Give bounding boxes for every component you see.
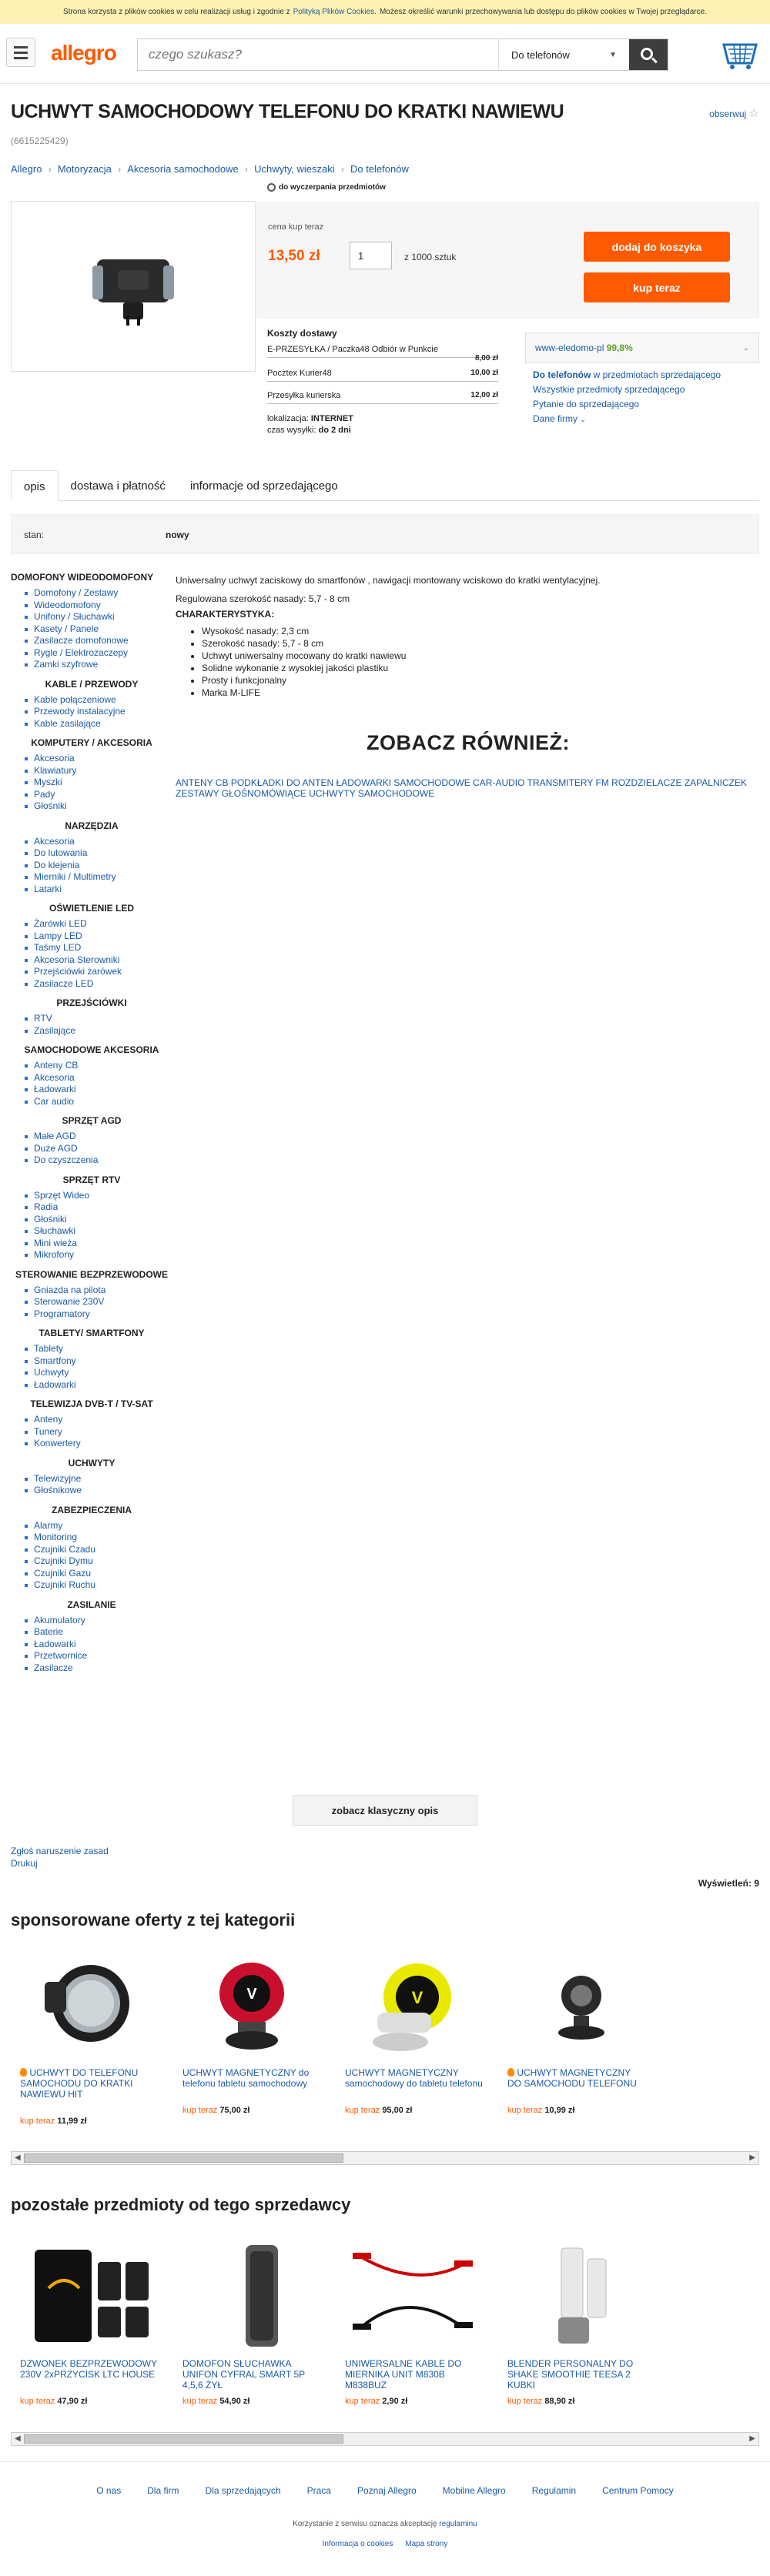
menu-item[interactable]: Żarówki LED — [25, 918, 172, 931]
menu-group-list — [25, 753, 172, 813]
description-intro: Uniwersalny uchwyt zaciskowy do smartfonów , nawigacji montowany wciskowo do kratki wentylacyjnej. — [176, 575, 601, 586]
menu-item[interactable]: Pady — [25, 789, 172, 801]
tab-seller-info[interactable]: informacje od sprzedającego — [189, 479, 338, 493]
menu-item[interactable]: Do czyszczenia — [25, 1154, 172, 1167]
menu-group-title: SPRZĘT AGD — [62, 1115, 122, 1126]
offer-price — [507, 2106, 574, 2115]
shipping-row — [267, 369, 498, 382]
see-also-link[interactable]: PODKŁADKI DO ANTEN — [230, 777, 334, 788]
footer-link[interactable]: Dla firm — [147, 2485, 179, 2496]
description-heading: CHARAKTERYSTYKA: — [176, 609, 275, 620]
location — [267, 413, 498, 425]
description — [176, 574, 761, 699]
category-select[interactable] — [498, 39, 629, 70]
offer-price — [20, 2397, 87, 2406]
seller-category-link-rest[interactable]: w przedmiotach sprzedającego — [593, 369, 721, 380]
offer-image — [173, 1947, 326, 2063]
breadcrumb-item[interactable]: Akcesoria samochodowe — [127, 163, 239, 175]
menu-item[interactable]: Czujniki Czadu — [25, 1544, 172, 1556]
item-id: (6615225429) — [11, 135, 69, 146]
offer-price-label: kup teraz — [20, 2117, 55, 2126]
observe-link[interactable] — [709, 106, 759, 120]
menu-item[interactable]: Telewizyjne — [25, 1473, 172, 1485]
company-data-link[interactable]: Dane firmy — [533, 413, 578, 424]
svg-text:V: V — [246, 1986, 257, 2003]
offer-image — [336, 2238, 488, 2354]
menu-group-list — [25, 1060, 172, 1108]
feature-item: • Solidne wykonanie z wysokiej jakości plastiku — [202, 662, 761, 674]
footer-link[interactable]: Regulamin — [531, 2485, 577, 2496]
menu-item[interactable]: Akcesoria — [25, 753, 172, 765]
menu-item[interactable]: Tunery — [25, 1426, 172, 1438]
terms-link[interactable]: regulaminu — [439, 2520, 477, 2528]
offer-image — [498, 1947, 651, 2063]
price: 13,50 zł — [268, 248, 320, 264]
menu-item[interactable]: Akcesoria Sterowniki — [25, 954, 172, 967]
sponsored-scrollbar[interactable] — [11, 2151, 759, 2165]
footer-links-secondary — [0, 2540, 770, 2548]
sitemap-link[interactable]: Mapa strony — [405, 2540, 448, 2548]
offer-price-value: 88,90 zł — [544, 2397, 575, 2406]
footer-link[interactable]: Dla sprzedających — [205, 2485, 281, 2496]
allegro-logo[interactable]: allegro — [51, 41, 116, 65]
cookie-bar — [0, 0, 770, 24]
menu-item[interactable]: Przewody instalacyjne — [25, 706, 172, 718]
menu-item[interactable]: Kable zasilające — [25, 718, 172, 730]
menu-item[interactable]: Mierniki / Multimetry — [25, 871, 172, 884]
dispatch-label: czas wysyłki: — [267, 426, 316, 435]
breadcrumb-item[interactable]: Allegro — [11, 163, 42, 175]
seller-all-items-link[interactable]: Wszystkie przedmioty sprzedającego — [533, 384, 685, 395]
menu-item[interactable]: Gniazda na pilota — [25, 1285, 172, 1297]
menu-item[interactable]: Kasety / Panele — [25, 623, 172, 636]
menu-item[interactable]: Lampy LED — [25, 931, 172, 943]
search-icon — [641, 48, 653, 60]
shipping-name: E-PRZESYŁKA / Paczka48 Odbiór w Punkcie — [267, 345, 438, 354]
offer-title: UCHWYT SAMOCHODOWY TELEFONU DO KRATKI NAWIEWU — [11, 101, 564, 122]
offer-image — [11, 1947, 163, 2063]
scroll-left-icon[interactable]: ◀ — [15, 2153, 21, 2162]
price-label: cena kup teraz — [268, 222, 324, 232]
offer-price-value: 47,90 zł — [57, 2397, 88, 2406]
see-also-link[interactable]: CAR-AUDIO — [473, 777, 525, 788]
offer-price — [20, 2117, 87, 2126]
offer-price-label: kup teraz — [507, 2106, 543, 2115]
offer-price-label: kup teraz — [182, 2397, 218, 2406]
seller-category-menu — [11, 572, 172, 1674]
shipping-price: 8,00 zł — [474, 354, 498, 363]
menu-group-list — [25, 1285, 172, 1321]
offer-price-value: 95,00 zł — [382, 2106, 413, 2115]
location-value: INTERNET — [310, 414, 353, 423]
menu-item[interactable]: Rygle / Elektrozaczepy — [25, 647, 172, 660]
see-also-link[interactable]: ŁADOWARKI SAMOCHODOWE — [336, 777, 470, 788]
footer-links — [0, 2485, 770, 2496]
shipping-row — [267, 391, 498, 404]
menu-item[interactable]: Sprzęt Wideo — [25, 1190, 172, 1202]
svg-text:V: V — [411, 1988, 424, 2007]
breadcrumb-item[interactable]: Do telefonów — [350, 163, 409, 175]
offer-price-label: kup teraz — [182, 2106, 218, 2115]
menu-item[interactable]: Tablety — [25, 1343, 172, 1355]
report-violation-link[interactable]: Zgłoś naruszenie zasad — [11, 1846, 109, 1856]
offer-name: UCHWYT MAGNETYCZNY do telefonu tabletu samochodowy — [182, 2067, 310, 2089]
menu-item[interactable]: Przetwornice — [25, 1650, 172, 1662]
see-also-link[interactable]: UCHWYTY SAMOCHODOWE — [309, 788, 435, 799]
seller-links — [533, 368, 721, 427]
menu-group-list — [25, 1190, 172, 1261]
see-also-heading: ZOBACZ RÓWNIEŻ: — [367, 731, 570, 754]
see-also-link[interactable]: ANTENY CB — [176, 777, 229, 788]
scrollbar-thumb[interactable] — [24, 2434, 343, 2444]
scrollbar-thumb[interactable] — [24, 2153, 343, 2163]
classic-description-button[interactable]: zobacz klasyczny opis — [293, 1795, 477, 1826]
feature-item: • Marka M-LIFE — [202, 687, 761, 699]
search-bar — [137, 38, 668, 71]
menu-item[interactable]: Alarmy — [25, 1520, 172, 1532]
description-width: Regulowana szerokość nasady: 5,7 - 8 cm — [176, 593, 350, 604]
breadcrumb-item[interactable]: Uchwyty, wieszaki — [254, 163, 335, 175]
feature-list — [202, 625, 761, 699]
feature-item: • Uchwyt uniwersalny mocowany do kratki nawiewu — [202, 650, 761, 662]
menu-group-title: KOMPUTERY / AKCESORIA — [31, 737, 152, 748]
search-button[interactable] — [629, 39, 668, 70]
menu-item[interactable]: Myszki — [25, 777, 172, 789]
offer-name — [20, 2067, 159, 2100]
other-items-title: pozostałe przedmioty od tego sprzedawcy — [11, 2195, 351, 2214]
menu-item[interactable]: Zasilacze — [25, 1662, 172, 1675]
offer-price-value: 54,90 zł — [219, 2397, 250, 2406]
menu-item[interactable]: Czujniki Gazu — [25, 1568, 172, 1580]
menu-item[interactable]: Czujniki Dymu — [25, 1555, 172, 1568]
menu-item[interactable]: Klawiatury — [25, 765, 172, 777]
menu-item[interactable]: Do lutowania — [25, 847, 172, 860]
dispatch-value: do 2 dni — [318, 426, 351, 435]
offer-image — [336, 1947, 488, 2063]
menu-item[interactable]: Słuchawki — [25, 1225, 172, 1238]
chevron-down-icon: ▼ — [609, 50, 617, 59]
menu-item[interactable]: Głośniki — [25, 800, 172, 813]
menu-item[interactable]: Radia — [25, 1201, 172, 1214]
chevron-down-icon: ⌄ — [742, 343, 749, 352]
menu-item[interactable]: Konwertery — [25, 1438, 172, 1450]
breadcrumb — [11, 163, 409, 175]
menu-group-list — [25, 1520, 172, 1592]
menu-item[interactable]: Kable połączeniowe — [25, 694, 172, 707]
shipping-price: 12,00 zł — [470, 391, 498, 399]
menu-item[interactable]: Akcesoria — [25, 836, 172, 848]
offer-name-text: UCHWYT MAGNETYCZNY DO SAMOCHODU TELEFONU — [507, 2067, 637, 2089]
parameters — [11, 514, 759, 554]
menu-item[interactable]: Małe AGD — [25, 1131, 172, 1143]
offer-image — [173, 2238, 326, 2354]
offer-image — [11, 2238, 163, 2354]
menu-item[interactable]: Domofony / Zestawy — [25, 587, 172, 600]
scroll-right-icon[interactable]: ▶ — [749, 2153, 755, 2162]
breadcrumb-separator: › — [340, 163, 344, 175]
menu-group-title: NARZĘDZIA — [65, 820, 119, 831]
menu-item[interactable]: Głośniki — [25, 1214, 172, 1226]
menu-group-title: SAMOCHODOWE AKCESORIA — [24, 1044, 159, 1055]
location-label: lokalizacja: — [267, 414, 309, 423]
menu-group-list — [25, 1131, 172, 1167]
offer-price — [345, 2106, 412, 2115]
offer-price-label: kup teraz — [20, 2397, 55, 2406]
dispatch-time — [267, 425, 498, 436]
menu-item[interactable]: Akcesoria — [25, 1072, 172, 1084]
shipping-name: Przesyłka kurierska — [267, 391, 341, 400]
see-also-link[interactable]: ROZDZIELACZE ZAPALNICZEK — [611, 777, 747, 788]
offer-price — [507, 2397, 574, 2406]
param-key: stan: — [24, 530, 45, 540]
buy-now-button[interactable]: kup teraz — [584, 272, 730, 302]
scroll-right-icon[interactable]: ▶ — [749, 2434, 755, 2443]
report-links — [11, 1845, 109, 1869]
menu-item[interactable]: Baterie — [25, 1626, 172, 1639]
menu-item[interactable]: Smartfony — [25, 1355, 172, 1368]
menu-item[interactable]: Zasilające — [25, 1025, 172, 1037]
observe-label: obserwuj — [709, 109, 747, 119]
category-select-value: Do telefonów — [511, 48, 570, 61]
menu-group-title: DOMOFONY WIDEODOMOFONY — [11, 572, 154, 583]
offer-price-value: 10,99 zł — [544, 2106, 575, 2115]
feature-item: • Prosty i funkcjonalny — [202, 674, 761, 687]
menu-group-title: STEROWANIE BEZPRZEWODOWE — [15, 1268, 168, 1280]
menu-item[interactable]: Uchwyty — [25, 1367, 172, 1379]
menu-item[interactable]: Programatory — [25, 1308, 172, 1321]
menu-item[interactable]: Anteny — [25, 1414, 172, 1426]
seller-name[interactable]: www-eledomo-pl — [535, 342, 604, 353]
tab-description[interactable]: opis — [11, 470, 59, 501]
offer-price — [182, 2397, 249, 2406]
chevron-down-icon: ⌄ — [580, 416, 586, 423]
breadcrumb-separator: › — [117, 163, 122, 175]
footer-link[interactable]: Centrum Pomocy — [602, 2485, 674, 2496]
cookie-text-before: Strona korzysta z plików cookies w celu realizacji usług i zgodnie z — [63, 8, 290, 16]
menu-item[interactable]: Duże AGD — [25, 1143, 172, 1155]
menu-item[interactable]: RTV — [25, 1013, 172, 1025]
shipping-name: Pocztex Kurier48 — [267, 369, 332, 378]
menu-item[interactable]: Akumulatory — [25, 1615, 172, 1627]
menu-item[interactable]: Ładowarki — [25, 1084, 172, 1096]
menu-item[interactable]: Wideodomofony — [25, 600, 172, 612]
offer-price-label: kup teraz — [345, 2106, 380, 2115]
cookie-policy-link[interactable]: Polityką Plików Cookies. — [293, 8, 377, 16]
sponsored-title: sponsorowane oferty z tej kategorii — [11, 1910, 296, 1929]
menu-group-title: ZASILANIE — [67, 1599, 116, 1610]
menu-group-list — [25, 1473, 172, 1497]
menu-item[interactable]: Zasilacze LED — [25, 978, 172, 991]
param-value: nowy — [166, 530, 189, 540]
tab-shipping[interactable]: dostawa i płatność — [70, 479, 166, 493]
offer-name: DOMOFON SŁUCHAWKA UNIFON CYFRAL SMART 5P 4,5,6 ŻYŁ — [182, 2358, 305, 2391]
menu-group-title: KABLE / PRZEWODY — [45, 678, 139, 690]
menu-item[interactable]: Ładowarki — [25, 1379, 172, 1392]
shipping-costs — [267, 328, 498, 436]
footer — [0, 2461, 770, 2576]
menu-item[interactable]: Głośnikowe — [25, 1485, 172, 1497]
menu-group-title: ZABEZPIECZENIA — [51, 1504, 132, 1515]
menu-group-list — [25, 1615, 172, 1675]
menu-item[interactable]: Unifony / Słuchawki — [25, 611, 172, 623]
offer-name: DZWONEK BEZPRZEWODOWY 230V 2xPRZYCISK LTC HOUSE — [20, 2358, 157, 2380]
product-image — [75, 244, 191, 329]
menu-item[interactable]: Anteny CB — [25, 1060, 172, 1072]
seller-rating: 99,8% — [606, 342, 633, 353]
menu-group-title: TELEWIZJA DVB-T / TV-SAT — [30, 1398, 153, 1409]
menu-item[interactable]: Do klejenia — [25, 860, 172, 872]
menu-item[interactable]: Mini wieża — [25, 1238, 172, 1250]
menu-group-list — [25, 836, 172, 896]
footer-link[interactable]: Poznaj Allegro — [357, 2485, 417, 2496]
see-also-categories — [176, 777, 761, 799]
offer-price-label: kup teraz — [345, 2397, 380, 2406]
seller-category-link[interactable]: Do telefonów — [533, 369, 591, 380]
offer-price-label: kup teraz — [507, 2397, 543, 2406]
menu-item[interactable]: Taśmy LED — [25, 942, 172, 954]
cart-icon[interactable] — [721, 37, 759, 71]
flame-icon — [507, 2068, 514, 2077]
menu-item[interactable]: Mikrofony — [25, 1249, 172, 1261]
quantity-input[interactable]: 1 — [350, 242, 392, 269]
buy-box — [256, 202, 759, 318]
product-gallery[interactable] — [11, 201, 256, 372]
menu-group-list — [25, 1343, 172, 1391]
menu-group-list — [25, 918, 172, 990]
shipping-price: 10,00 zł — [470, 369, 498, 377]
clock-icon — [267, 183, 276, 192]
offer-price — [345, 2397, 407, 2406]
breadcrumb-separator: › — [244, 163, 249, 175]
print-link[interactable]: Drukuj — [11, 1858, 38, 1869]
offer-name-text: UCHWYT DO TELEFONU SAMOCHODU DO KRATKI NAWIEWU HIT — [20, 2067, 139, 2100]
flame-icon — [20, 2068, 27, 2077]
header — [0, 24, 770, 84]
footer-link[interactable]: O nas — [96, 2485, 122, 2496]
cookie-text-after: Możesz określić warunki przechowywania lub dostępu do plików cookies w Twojej przeglądarce. — [379, 8, 707, 16]
menu-group-list — [25, 1414, 172, 1450]
offer-name: UNIWERSALNE KABLE DO MIERNIKA UNIT M830B M838BUZ — [345, 2358, 462, 2391]
menu-group-title: OŚWIETLENIE LED — [49, 903, 134, 914]
menu-group-list — [25, 587, 172, 671]
feature-item: • Szerokość nasady: 5,7 - 8 cm — [202, 637, 761, 650]
menu-item[interactable]: Zasilacze domofonowe — [25, 635, 172, 647]
menu-item[interactable]: Czujniki Ruchu — [25, 1579, 172, 1592]
menu-item[interactable]: Przejściówki żarówek — [25, 966, 172, 978]
menu-item[interactable]: Ładowarki — [25, 1639, 172, 1651]
shipping-heading: Koszty dostawy — [267, 328, 337, 339]
star-icon: ☆ — [748, 107, 759, 120]
offer-until — [267, 183, 386, 192]
terms-note — [0, 2520, 770, 2528]
see-also-link[interactable]: TRANSMITERY FM — [527, 777, 609, 788]
breadcrumb-separator: › — [48, 163, 52, 175]
offer-name: UCHWYT MAGNETYCZNY samochodowy do tabletu telefonu — [345, 2067, 483, 2089]
see-also-link[interactable]: ZESTAWY GŁOŚNOMÓWIĄCE — [176, 788, 306, 799]
footer-link[interactable]: Praca — [306, 2485, 331, 2496]
seller-question-link[interactable]: Pytanie do sprzedającego — [533, 399, 640, 409]
menu-item[interactable]: Monitoring — [25, 1532, 172, 1544]
seller-box[interactable] — [525, 332, 759, 363]
menu-group-title: TABLETY/ SMARTFONY — [38, 1328, 145, 1338]
menu-group-title: SPRZĘT RTV — [62, 1174, 121, 1185]
menu-group-list — [25, 1013, 172, 1037]
menu-item[interactable]: Car audio — [25, 1096, 172, 1108]
menu-item[interactable]: Latarki — [25, 884, 172, 896]
offer-price-value: 11,99 zł — [57, 2117, 87, 2126]
offer-price-value: 75,00 zł — [219, 2106, 250, 2115]
menu-item[interactable]: Sterowanie 230V — [25, 1296, 172, 1308]
offer-name: BLENDER PERSONALNY DO SHAKE SMOOTHIE TEESA 2 KUBKI — [507, 2358, 634, 2391]
quantity-available: z 1000 sztuk — [404, 252, 457, 262]
terms-note-text: Korzystanie z serwisu oznacza akceptację — [293, 2520, 437, 2528]
footer-link[interactable]: Mobilne Allegro — [442, 2485, 506, 2496]
menu-group-title: UCHWYTY — [68, 1457, 116, 1468]
other-items-scrollbar[interactable] — [11, 2432, 759, 2446]
scroll-left-icon[interactable]: ◀ — [15, 2434, 21, 2443]
offer-tabs — [11, 470, 759, 501]
menu-group-title: PRZEJŚCIÓWKI — [56, 997, 127, 1008]
offer-price-value: 2,90 zł — [382, 2397, 408, 2406]
feature-item: • Wysokość nasady: 2,3 cm — [202, 625, 761, 637]
menu-button[interactable] — [6, 38, 35, 67]
menu-item[interactable]: Zamki szyfrowe — [25, 659, 172, 671]
add-to-cart-button[interactable]: dodaj do koszyka — [584, 232, 730, 262]
offer-name — [507, 2067, 646, 2089]
menu-group-list — [25, 694, 172, 730]
offer-price — [182, 2106, 249, 2115]
offer-image — [498, 2238, 651, 2354]
offer-until-text: do wyczerpania przedmiotów — [279, 183, 386, 192]
breadcrumb-item[interactable]: Motoryzacja — [57, 163, 112, 175]
shipping-row — [267, 345, 498, 363]
views-count: Wyświetleń: 9 — [698, 1878, 759, 1889]
cookies-info-link[interactable]: Informacja o cookies — [322, 2540, 393, 2548]
search-input[interactable] — [138, 39, 498, 70]
